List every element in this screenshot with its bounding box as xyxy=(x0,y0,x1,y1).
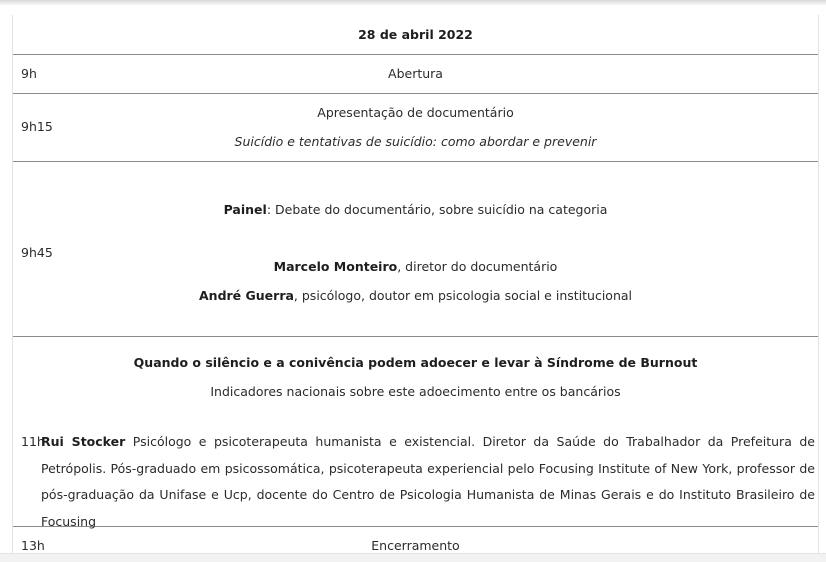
table-row xyxy=(13,337,818,527)
row-time: 11h xyxy=(21,434,45,449)
schedule-table xyxy=(12,15,819,557)
table-row xyxy=(13,162,818,337)
row-title: Apresentação de documentário xyxy=(317,105,514,120)
table-row xyxy=(13,94,818,162)
row-time: 9h45 xyxy=(21,245,53,260)
speaker-line: Marcelo Monteiro, diretor do documentário xyxy=(273,259,558,274)
row-subtitle: Suicídio e tentativas de suicídio: como abordar e prevenir xyxy=(234,134,597,149)
speaker-line: André Guerra, psicólogo, doutor em psicologia social e institucional xyxy=(199,288,632,303)
speaker-bio: Rui Stocker Psicólogo e psicoterapeuta humanista e existencial. Diretor da Saúde do Trabalhador da Prefeitura de Petrópolis. Pós-graduado em psicossomática, psicoterapeuta experiencial pelo Focusing Institute of New York, professor de pós-graduação da Unifase e Ucp, docente do Centro de Psicologia Humanista de Minas Gerais e do Instituto Brasileiro de Focusing xyxy=(41,434,815,529)
panel-line: Painel: Debate do documentário, sobre suicídio na categoria xyxy=(223,202,608,217)
row-title: Abertura xyxy=(388,66,443,81)
row-time: 13h xyxy=(21,538,45,553)
date-header: 28 de abril 2022 xyxy=(358,27,473,42)
row-title: Encerramento xyxy=(371,538,460,553)
table-header-row xyxy=(13,15,818,55)
row-time: 9h xyxy=(21,66,37,81)
table-row xyxy=(13,55,818,94)
row-subtitle: Indicadores nacionais sobre este adoecimento entre os bancários xyxy=(210,384,621,399)
row-time: 9h15 xyxy=(21,119,53,134)
top-shadow xyxy=(0,0,826,6)
row-title: Quando o silêncio e a conivência podem adoecer e levar à Síndrome de Burnout xyxy=(133,355,698,370)
